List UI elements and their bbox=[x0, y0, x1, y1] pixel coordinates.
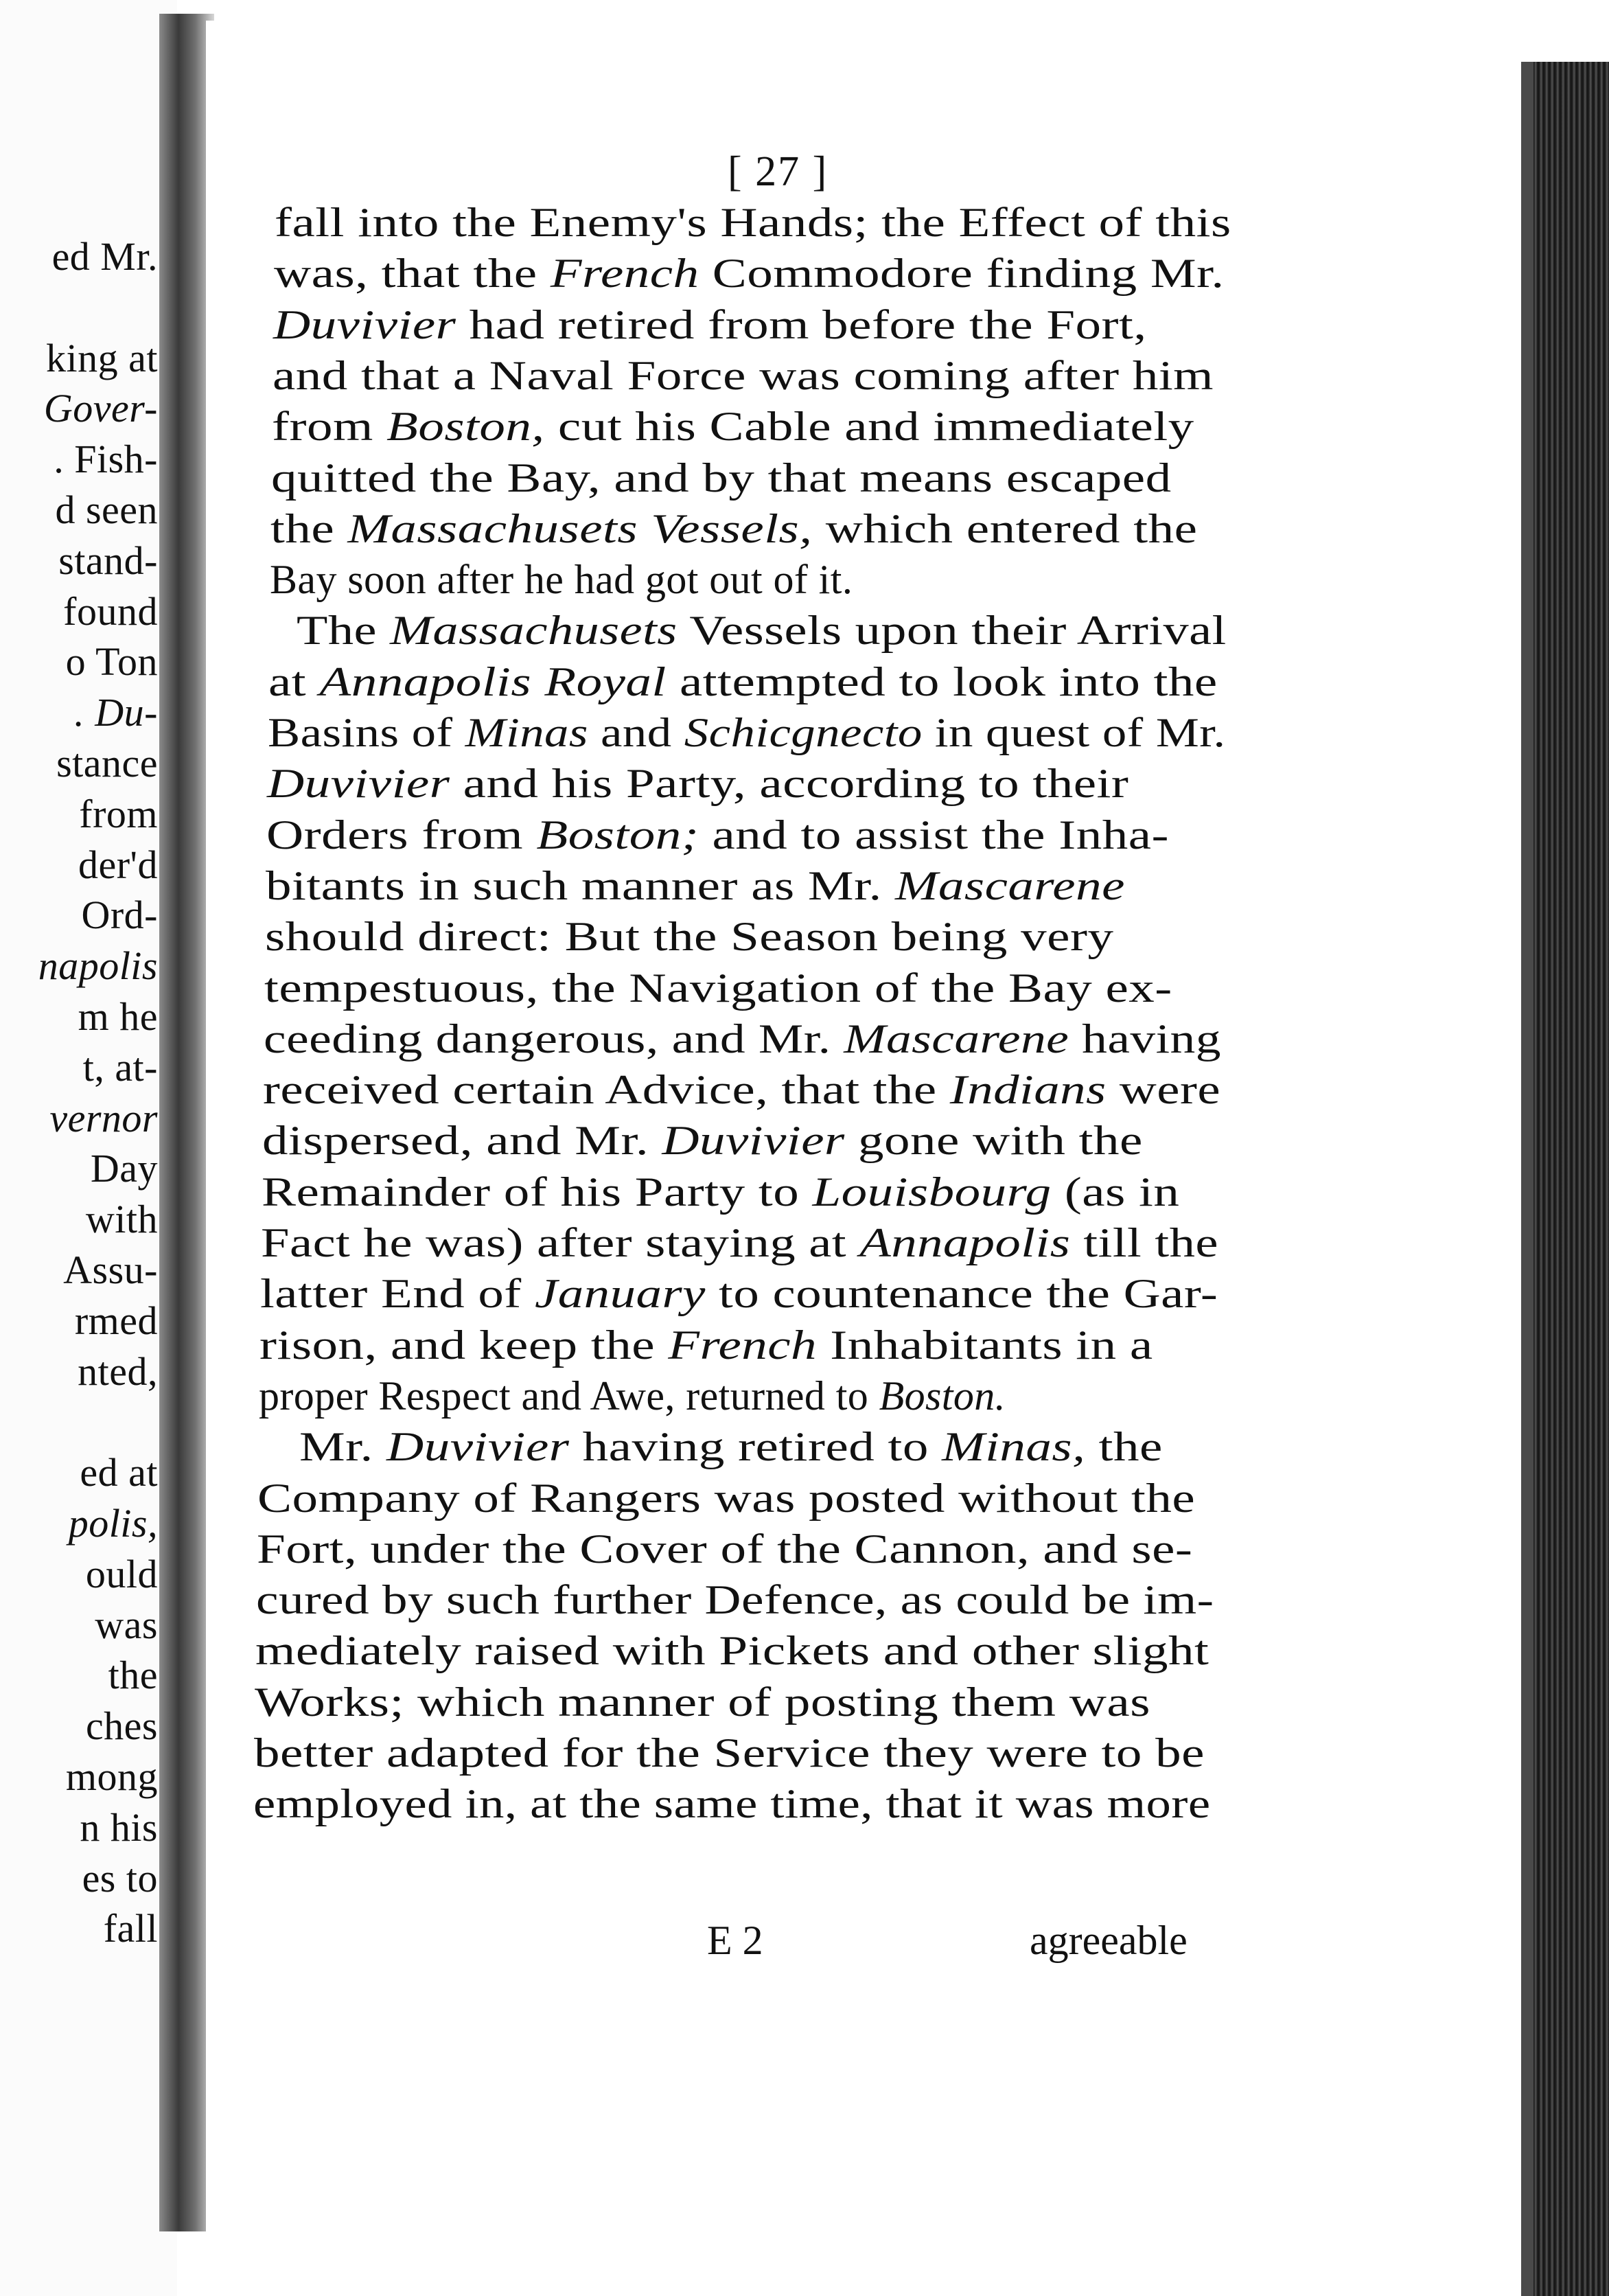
facing-page-line: es to bbox=[82, 1855, 158, 1901]
facing-page-line: mong bbox=[65, 1754, 158, 1799]
facing-page-fragment bbox=[0, 0, 177, 2296]
text-line bbox=[297, 607, 1227, 654]
text-run: had retired from before the Fort, bbox=[456, 301, 1147, 347]
text-line bbox=[299, 1423, 1163, 1471]
text-run: employed in, at the same time, that it was more bbox=[253, 1781, 1211, 1827]
italic-text: Duvivier bbox=[273, 301, 456, 347]
text-run: and his Party, according to their bbox=[450, 761, 1129, 807]
italic-text: French bbox=[668, 1322, 818, 1368]
signature-mark: E 2 bbox=[707, 1918, 763, 1963]
facing-page-line: der'd bbox=[78, 842, 158, 887]
facing-page-line: ould bbox=[85, 1551, 158, 1596]
italic-text: January bbox=[534, 1271, 706, 1317]
text-line bbox=[257, 1526, 1192, 1573]
text-line bbox=[262, 1117, 1143, 1164]
text-line bbox=[272, 403, 1194, 450]
text-run: and bbox=[588, 710, 684, 755]
facing-page-line: stance bbox=[56, 741, 158, 785]
text-run: to countenance the Gar- bbox=[705, 1271, 1218, 1317]
facing-page-line: stand- bbox=[58, 538, 158, 583]
text-line bbox=[259, 1322, 1153, 1369]
text-line bbox=[274, 250, 1225, 297]
text-line bbox=[255, 1679, 1150, 1726]
italic-text: French bbox=[550, 251, 699, 297]
text-line bbox=[263, 1066, 1220, 1114]
text-line bbox=[270, 556, 853, 604]
italic-text: Minas, bbox=[942, 1424, 1086, 1470]
text-run: ceeding dangerous, and Mr. bbox=[264, 1015, 844, 1061]
italic-text: Massachusets Vessels, bbox=[347, 505, 813, 551]
text-run: Commodore finding Mr. bbox=[699, 251, 1225, 297]
text-run: Vessels upon their Arrival bbox=[677, 608, 1227, 654]
text-run: and that a Naval Force was coming after him bbox=[273, 352, 1214, 398]
facing-page-line: polis, bbox=[68, 1501, 158, 1546]
text-run: having retired to bbox=[569, 1424, 942, 1470]
italic-text: Mascarene bbox=[894, 862, 1125, 908]
text-line bbox=[264, 965, 1172, 1012]
text-line bbox=[267, 760, 1128, 807]
italic-text: Annapolis bbox=[859, 1220, 1071, 1265]
text-run: having bbox=[1069, 1015, 1221, 1061]
italic-text: Duvivier bbox=[662, 1118, 845, 1164]
facing-page-line: with bbox=[85, 1197, 158, 1242]
text-line bbox=[273, 352, 1214, 400]
text-run: Basins of bbox=[268, 710, 465, 755]
facing-page-line: . Du- bbox=[74, 690, 158, 735]
facing-page-line: Day bbox=[90, 1146, 158, 1191]
text-line bbox=[268, 658, 1218, 706]
facing-page-line: nted, bbox=[78, 1348, 158, 1394]
facing-page-line: ed Mr. bbox=[51, 234, 158, 279]
facing-page-line: d seen bbox=[55, 487, 158, 532]
text-run: cured by such further Defence, as could be im- bbox=[256, 1577, 1214, 1623]
text-run: Inhabitants in a bbox=[817, 1322, 1153, 1368]
text-line bbox=[265, 913, 1113, 961]
text-run: the bbox=[270, 505, 348, 551]
text-line bbox=[253, 1780, 1211, 1828]
text-line bbox=[255, 1627, 1209, 1675]
italic-text: Schicgnecto bbox=[684, 710, 923, 755]
text-run: Mr. bbox=[299, 1424, 387, 1470]
facing-page-line: rmed bbox=[74, 1298, 158, 1343]
text-run: proper Respect and Awe, returned to bbox=[259, 1373, 879, 1419]
text-run: quitted the Bay, and by that means escaped bbox=[271, 455, 1172, 501]
text-run: dispersed, and Mr. bbox=[262, 1118, 662, 1164]
page-number: [ 27 ] bbox=[728, 148, 829, 195]
text-run: Company of Rangers was posted without the bbox=[257, 1475, 1196, 1521]
text-run: Bay soon after he had got out of it. bbox=[270, 557, 853, 603]
text-run: cut his Cable and immediately bbox=[544, 404, 1194, 450]
facing-page-line: t, at- bbox=[82, 1044, 158, 1090]
italic-text: Louisbourg bbox=[812, 1169, 1052, 1215]
page-edge-stack bbox=[1521, 62, 1609, 2296]
text-run: tempestuous, the Navigation of the Bay ex- bbox=[264, 965, 1172, 1011]
facing-page-line: . Fish- bbox=[54, 437, 158, 482]
text-run: Fort, under the Cover of the Cannon, and se- bbox=[257, 1526, 1193, 1572]
text-line bbox=[266, 862, 1125, 910]
facing-page-line: o Ton bbox=[65, 639, 158, 685]
italic-text: Boston, bbox=[386, 404, 545, 450]
text-line bbox=[257, 1475, 1195, 1522]
text-line bbox=[260, 1270, 1218, 1318]
italic-text: Boston. bbox=[879, 1373, 1006, 1419]
facing-page-line: m he bbox=[78, 994, 158, 1039]
text-line bbox=[264, 1015, 1221, 1063]
text-run: Works; which manner of posting them was bbox=[255, 1679, 1150, 1725]
facing-page-line: Gover- bbox=[43, 386, 158, 431]
text-run: (as in bbox=[1051, 1169, 1180, 1215]
italic-text: Boston; bbox=[536, 812, 699, 858]
text-line bbox=[256, 1576, 1214, 1624]
facing-page-line: the bbox=[108, 1653, 158, 1698]
italic-text: Duvivier bbox=[386, 1424, 570, 1470]
text-run: Remainder of his Party to bbox=[262, 1169, 813, 1215]
text-run: till the bbox=[1070, 1220, 1219, 1265]
text-line bbox=[262, 1169, 1179, 1216]
text-run: mediately raised with Pickets and other slight bbox=[255, 1628, 1209, 1674]
text-run: should direct: But the Season being very bbox=[265, 914, 1114, 960]
facing-page-line: Ord- bbox=[81, 893, 158, 938]
italic-text: Indians bbox=[949, 1067, 1107, 1113]
italic-text: Mascarene bbox=[844, 1015, 1069, 1061]
facing-page-line: vernor bbox=[49, 1095, 158, 1140]
text-line bbox=[275, 199, 1231, 246]
text-line bbox=[254, 1730, 1205, 1777]
text-line bbox=[273, 301, 1147, 349]
text-line bbox=[271, 455, 1172, 502]
facing-page-line: king at bbox=[46, 335, 158, 380]
text-run: latter End of bbox=[260, 1271, 535, 1317]
facing-page-line: Assu- bbox=[63, 1248, 158, 1292]
text-run: attempted to look into the bbox=[666, 658, 1218, 704]
text-run: Fact he was) after staying at bbox=[261, 1220, 860, 1265]
italic-text: Minas bbox=[465, 710, 588, 755]
text-run: from bbox=[272, 404, 387, 450]
text-run: at bbox=[268, 658, 320, 704]
italic-text: Annapolis Royal bbox=[319, 658, 667, 704]
text-run: the bbox=[1085, 1424, 1163, 1470]
text-run: in quest of Mr. bbox=[922, 710, 1226, 755]
facing-page-line: from bbox=[79, 791, 158, 836]
text-run: bitants in such manner as Mr. bbox=[266, 862, 895, 908]
facing-page-line: ches bbox=[85, 1703, 158, 1749]
text-run: better adapted for the Service they were to be bbox=[254, 1730, 1205, 1776]
italic-text: Massachusets bbox=[390, 608, 678, 654]
text-run: Orders from bbox=[266, 812, 537, 858]
facing-page-line: was bbox=[95, 1602, 158, 1647]
text-run: received certain Advice, that the bbox=[263, 1067, 950, 1113]
text-run: were bbox=[1106, 1067, 1221, 1113]
text-line bbox=[266, 812, 1169, 859]
catchword: agreeable bbox=[1030, 1918, 1188, 1963]
facing-page-line: fall bbox=[103, 1906, 158, 1951]
facing-page-line: napolis bbox=[38, 943, 158, 989]
text-run: which entered the bbox=[812, 505, 1198, 551]
text-run: was, that the bbox=[274, 251, 551, 297]
text-line bbox=[270, 505, 1197, 553]
text-run: The bbox=[297, 608, 391, 654]
facing-page-line: found bbox=[63, 588, 158, 634]
facing-page-line: n his bbox=[80, 1804, 158, 1850]
text-run: rison, and keep the bbox=[259, 1322, 669, 1368]
text-line bbox=[261, 1219, 1218, 1267]
text-line bbox=[268, 709, 1226, 757]
facing-page-line: ed at bbox=[80, 1450, 158, 1495]
text-line bbox=[259, 1373, 1006, 1420]
text-run: gone with the bbox=[844, 1118, 1143, 1164]
italic-text: Duvivier bbox=[267, 761, 450, 807]
text-run: fall into the Enemy's Hands; the Effect of this bbox=[275, 200, 1231, 245]
text-run: and to assist the Inha- bbox=[699, 812, 1169, 858]
